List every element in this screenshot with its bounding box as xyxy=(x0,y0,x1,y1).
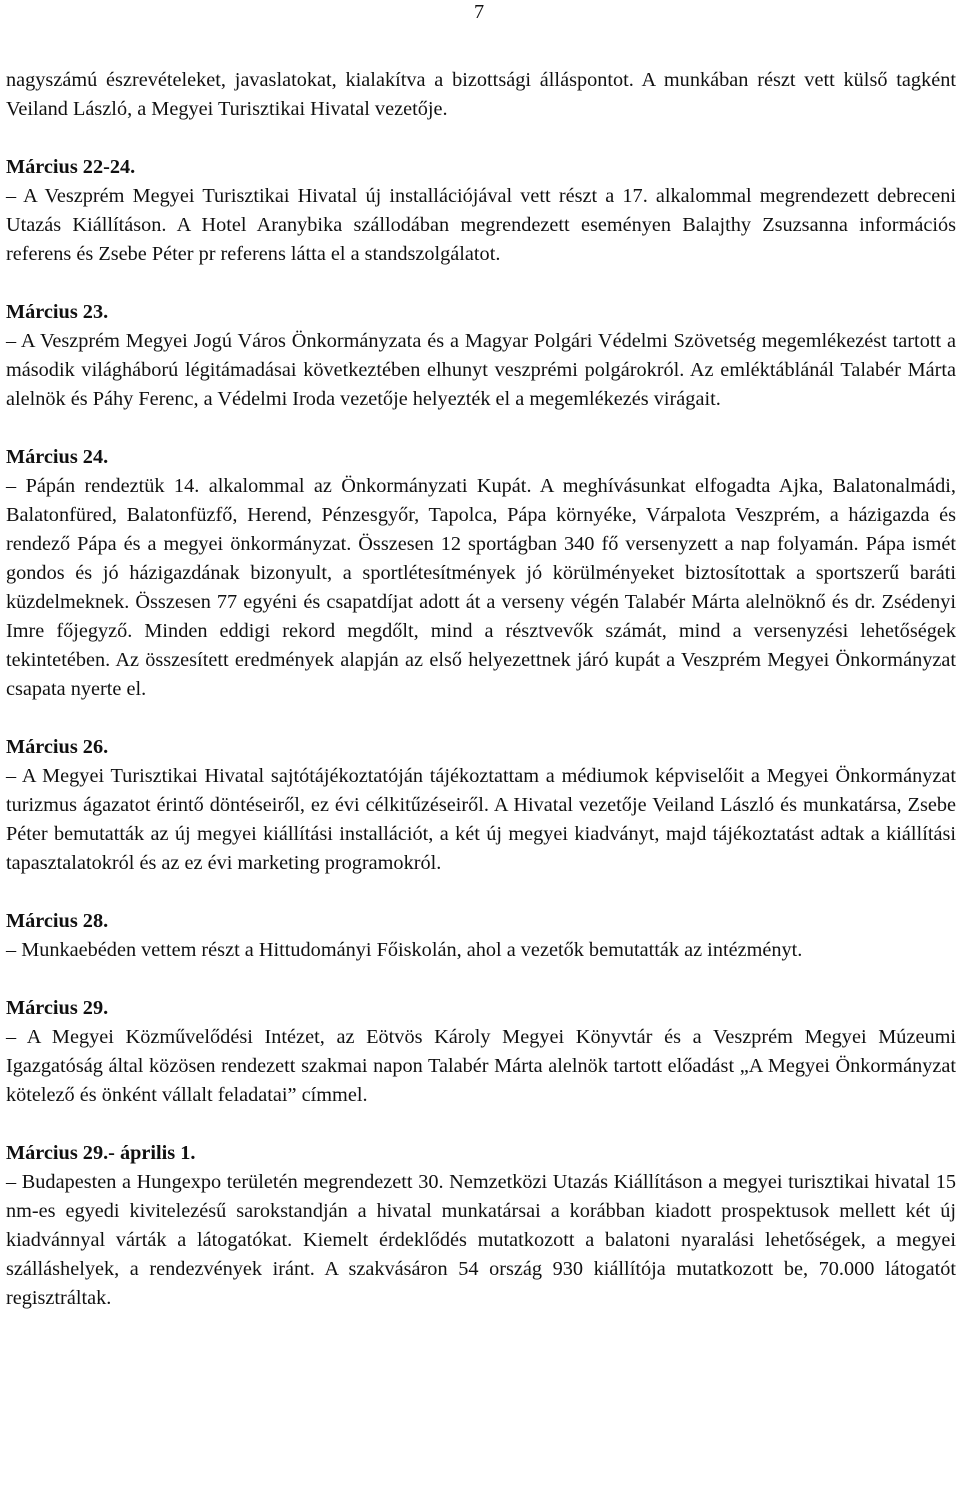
entry-march-24 xyxy=(6,443,956,704)
entry-heading: Március 28. xyxy=(6,910,109,932)
entry-march-26 xyxy=(6,733,956,878)
entry-heading: Március 29. xyxy=(6,997,109,1019)
entry-march-22-24 xyxy=(6,153,956,269)
entry-heading: Március 29.- április 1. xyxy=(6,1142,196,1164)
intro-paragraph: nagyszámú észrevételeket, javaslatokat, kialakítva a bizottsági álláspontot. A munkában részt vett külső tagként Veiland László, a Megyei Turisztikai Hivatal vezetője. xyxy=(6,69,956,120)
entry-text: – Munkaebéden vettem részt a Hittudományi Főiskolán, ahol a vezetők bemutatták az intézményt. xyxy=(6,939,803,961)
entry-text: – Budapesten a Hungexpo területén megrendezett 30. Nemzetközi Utazás Kiállításon a megyei turisztikai hivatal 15 nm-es egyedi kivitelezésű sarokstandján a hivatal munkatársai a korábban kiadott prospektusok mellett két új kiadvánnyal várták a látogatókat. Kiemelt érdeklődés mutatkozott a balatoni nyaralási lehetőségek, a megyei szálláshelyek, a rendezvények iránt. A szakvásáron 54 ország 930 kiállítója mutatkozott be, 70.000 látogatót regisztráltak. xyxy=(6,1171,956,1309)
entry-text: – A Veszprém Megyei Jogú Város Önkormányzata és a Magyar Polgári Védelmi Szövetség megemlékezést tartott a második világháború légitámadásai következtében elhunyt veszprémi polgárokról. Az emléktáblánál Talabér Márta alelnök és Páhy Ferenc, a Védelmi Iroda vezetője helyezték el a megemlékezés virágait. xyxy=(6,330,956,410)
entry-march-28 xyxy=(6,907,956,965)
entry-text: – A Megyei Közművelődési Intézet, az Eötvös Károly Megyei Könyvtár és a Veszprém Megyei Múzeumi Igazgatóság által közösen rendezett szakmai napon Talabér Márta alelnök tartott előadást „A Megyei Önkormányzat kötelező és önként vállalt feladatai” címmel. xyxy=(6,1026,956,1106)
entry-march-29 xyxy=(6,994,956,1110)
document-page xyxy=(6,0,956,1313)
entry-heading: Március 23. xyxy=(6,301,109,323)
entry-heading: Március 26. xyxy=(6,736,109,758)
entry-text: – A Megyei Turisztikai Hivatal sajtótájékoztatóján tájékoztattam a médiumok képviselőit a Megyei Önkormányzat turizmus ágazatot érintő döntéseiről, ez évi célkitűzéseiről. A Hivatal vezetője Veiland László és munkatársa, Zsebe Péter bemutatták az új megyei kiállítási installációt, a két új megyei kiadványt, majd tájékoztatást adtak a kiállítási tapasztalatokról és az ez évi marketing programokról. xyxy=(6,765,956,874)
entry-march-23 xyxy=(6,298,956,414)
entry-heading: Március 24. xyxy=(6,446,109,468)
entry-text: – A Veszprém Megyei Turisztikai Hivatal új installációjával vett részt a 17. alkalommal megrendezett debreceni Utazás Kiállításon. A Hotel Aranybika szállodában megrendezett eseményen Balajthy Zsuzsanna információs referens és Zsebe Péter pr referens látta el a standszolgálatot. xyxy=(6,185,956,265)
entry-march-29-april-1 xyxy=(6,1139,956,1313)
page-number: 7 xyxy=(474,1,485,23)
entry-text: – Pápán rendeztük 14. alkalommal az Önkormányzati Kupát. A meghívásunkat elfogadta Ajka, Balatonalmádi, Balatonfüred, Balatonfüzfő, Herend, Pénzesgyőr, Tapolca, Pápa környéke, Várpalota Veszprém, a házigazda és rendező Pápa és a megyei önkormányzat. Összesen 12 sportágban 340 fő versenyzett a nap folyamán. Pápa ismét gondos és jó házigazdának bizonyult, a sportlétesítmények jó körülményeket biztosítottak a sportszerű baráti küzdelmeknek. Összesen 77 egyéni és csapatdíjat adott át a verseny végén Talabér Márta alelnöknő és dr. Zsédenyi Imre főjegyző. Minden eddigi rekord megdőlt, mind a résztvevők számát, mind a versenyzési lehetőségek tekintetében. Az összesített eredmények alapján az első helyezettnek járó kupát a Veszprém Megyei Önkormányzat csapata nyerte el. xyxy=(6,475,956,700)
entry-heading: Március 22-24. xyxy=(6,156,136,178)
